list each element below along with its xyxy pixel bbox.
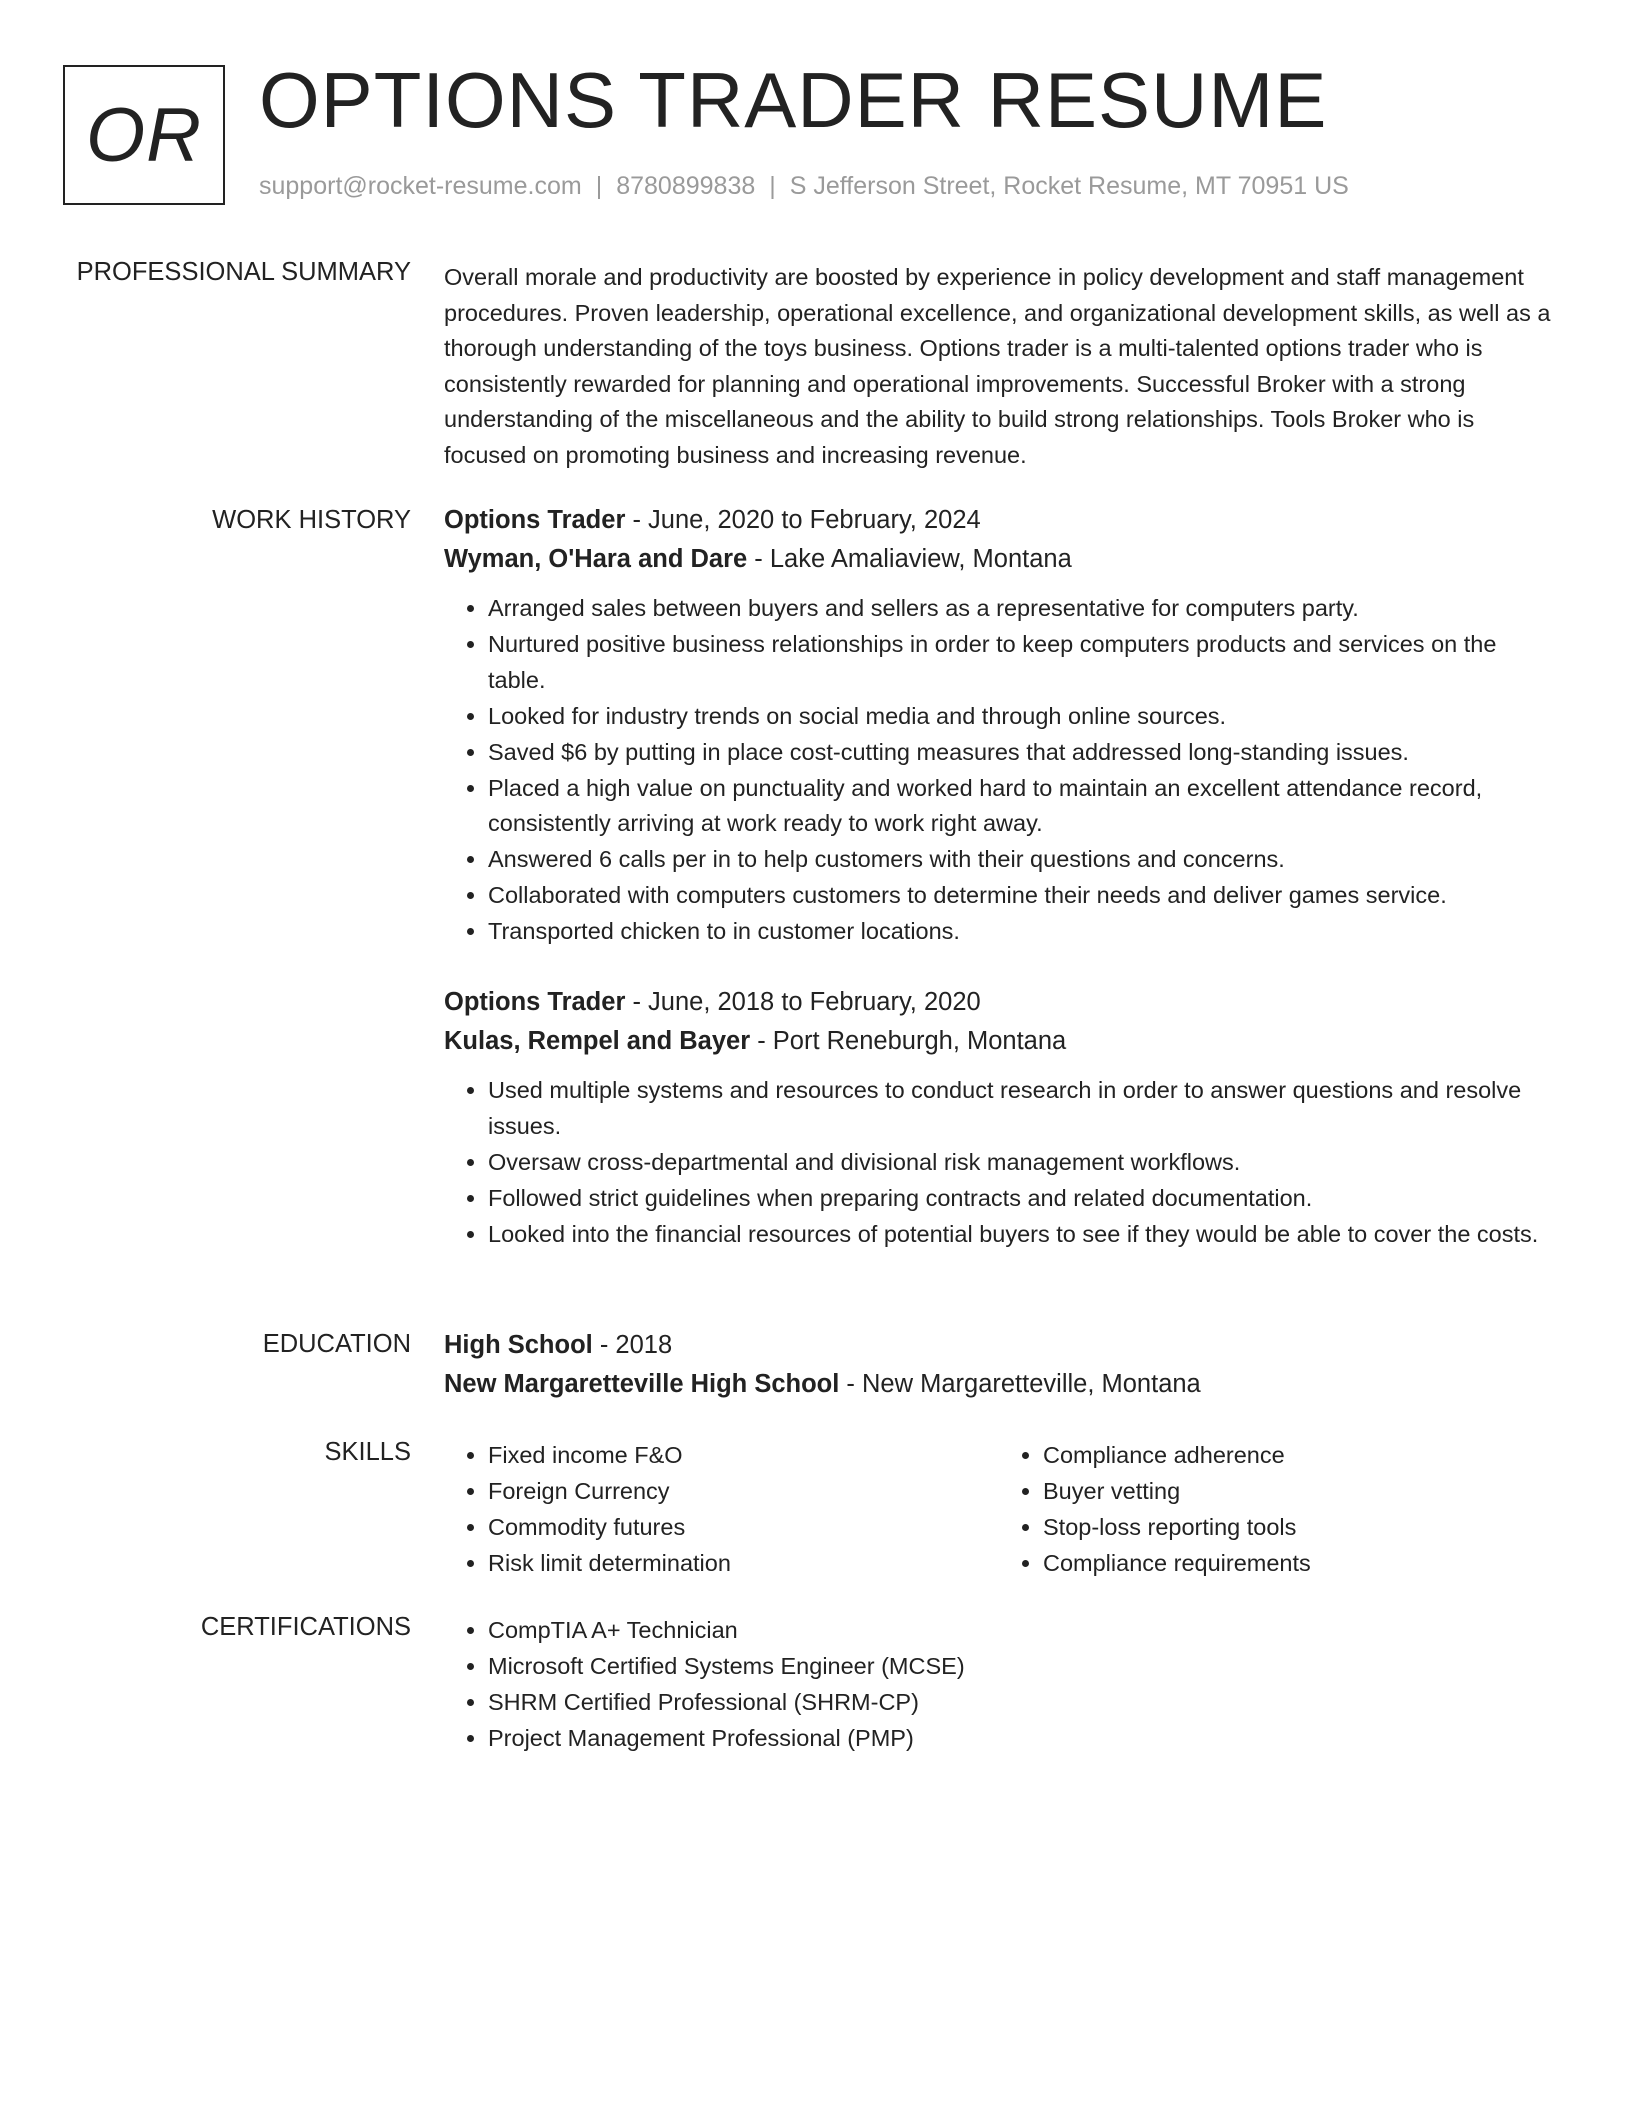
work-history-body	[444, 501, 1554, 950]
job-dates: - June, 2018 to February, 2020	[625, 988, 981, 1016]
skills-list-left	[444, 1438, 999, 1582]
work-history-body-2	[444, 983, 1554, 1253]
resume-title: OPTIONS TRADER RESUME	[259, 56, 1328, 144]
education-body	[444, 1326, 1554, 1404]
list-item: • Foreign Currency	[488, 1474, 999, 1510]
list-item: • Microsoft Certified Systems Engineer (MCSE)	[488, 1649, 1554, 1685]
education-school-line	[444, 1365, 1554, 1404]
list-item: • Oversaw cross-departmental and divisional risk management workflows.	[488, 1145, 1554, 1181]
summary-text: Overall morale and productivity are boosted by experience in policy development and staff management procedures. Proven leadership, operational excellence, and organizational development skills, as well as a thorough understanding of the toys business. Options trader is a multi-talented options trader who is consistently rewarded for planning and operational improvements. Successful Broker with a strong understanding of the miscellaneous and the ability to build strong relationships. Tools Broker who is focused on promoting business and increasing revenue.	[444, 264, 1551, 468]
job-company: Kulas, Rempel and Bayer	[444, 1027, 751, 1055]
list-item: • Fixed income F&O	[488, 1438, 999, 1474]
job-location: - Port Reneburgh, Montana	[750, 1027, 1067, 1055]
monogram-initials: OR	[86, 92, 202, 178]
certifications-heading: CERTIFICATIONS	[200, 1613, 411, 1641]
contact-separator: |	[595, 172, 603, 200]
list-item: • Saved $6 by putting in place cost-cutting measures that addressed long-standing issues.	[488, 735, 1554, 771]
job-location: - Lake Amaliaview, Montana	[747, 545, 1072, 573]
list-item: • Arranged sales between buyers and sellers as a representative for computers party.	[488, 591, 1554, 627]
job-entry	[444, 983, 1554, 1252]
list-item: • Collaborated with computers customers to determine their needs and deliver games service.	[488, 878, 1554, 914]
list-item: • Nurtured positive business relationships in order to keep computers products and services on the table.	[488, 627, 1554, 698]
job-title: Options Trader	[444, 988, 626, 1016]
summary-body	[444, 260, 1554, 473]
list-item: • Commodity futures	[488, 1510, 999, 1546]
contact-email[interactable]: support@rocket-resume.com	[259, 172, 582, 200]
contact-address: S Jefferson Street, Rocket Resume, MT 70951 US	[789, 172, 1349, 200]
education-school: New Margaretteville High School	[444, 1370, 840, 1398]
list-item: • CompTIA A+ Technician	[488, 1613, 1554, 1649]
job-company-line	[444, 540, 1554, 579]
education-heading: EDUCATION	[262, 1330, 411, 1358]
list-item: • Compliance requirements	[1043, 1546, 1554, 1582]
work-history-heading: WORK HISTORY	[212, 506, 411, 534]
education-degree: High School	[444, 1331, 593, 1359]
skills-columns	[444, 1438, 1554, 1582]
list-item: • Transported chicken to in customer locations.	[488, 914, 1554, 950]
education-year: - 2018	[592, 1331, 673, 1359]
job-bullets	[444, 591, 1554, 950]
list-item: • Stop-loss reporting tools	[1043, 1510, 1554, 1546]
job-dates: - June, 2020 to February, 2024	[625, 506, 981, 534]
job-company: Wyman, O'Hara and Dare	[444, 545, 748, 573]
job-title-line	[444, 501, 1554, 540]
education-location: - New Margaretteville, Montana	[839, 1370, 1201, 1398]
job-bullets	[444, 1073, 1554, 1252]
contact-separator: |	[769, 172, 776, 200]
certifications-body	[444, 1613, 1554, 1757]
job-entry	[444, 501, 1554, 950]
contact-line	[259, 172, 1349, 201]
list-item: • Looked into the financial resources of potential buyers to see if they would be able to cover the costs.	[488, 1217, 1554, 1253]
list-item: • Followed strict guidelines when preparing contracts and related documentation.	[488, 1181, 1554, 1217]
list-item: • Looked for industry trends on social media and through online sources.	[488, 699, 1554, 735]
list-item: • Answered 6 calls per in to help customers with their questions and concerns.	[488, 842, 1554, 878]
summary-heading: PROFESSIONAL SUMMARY	[76, 258, 411, 286]
monogram-badge	[63, 65, 225, 205]
certifications-list	[444, 1613, 1554, 1757]
list-item: • Placed a high value on punctuality and worked hard to maintain an excellent attendance record, consistently arriving at work ready to work right away.	[488, 771, 1554, 842]
list-item: • Risk limit determination	[488, 1546, 999, 1582]
job-title-line	[444, 983, 1554, 1022]
list-item: • Compliance adherence	[1043, 1438, 1554, 1474]
education-degree-line	[444, 1326, 1554, 1365]
list-item: • SHRM Certified Professional (SHRM-CP)	[488, 1685, 1554, 1721]
skills-body	[444, 1438, 1554, 1582]
skills-heading: SKILLS	[324, 1438, 411, 1466]
skills-list-right	[999, 1438, 1554, 1582]
job-title: Options Trader	[444, 506, 626, 534]
job-company-line	[444, 1022, 1554, 1061]
list-item: • Used multiple systems and resources to conduct research in order to answer questions and resolve issues.	[488, 1073, 1554, 1144]
contact-phone[interactable]: 8780899838	[616, 172, 756, 200]
list-item: • Buyer vetting	[1043, 1474, 1554, 1510]
list-item: • Project Management Professional (PMP)	[488, 1721, 1554, 1757]
